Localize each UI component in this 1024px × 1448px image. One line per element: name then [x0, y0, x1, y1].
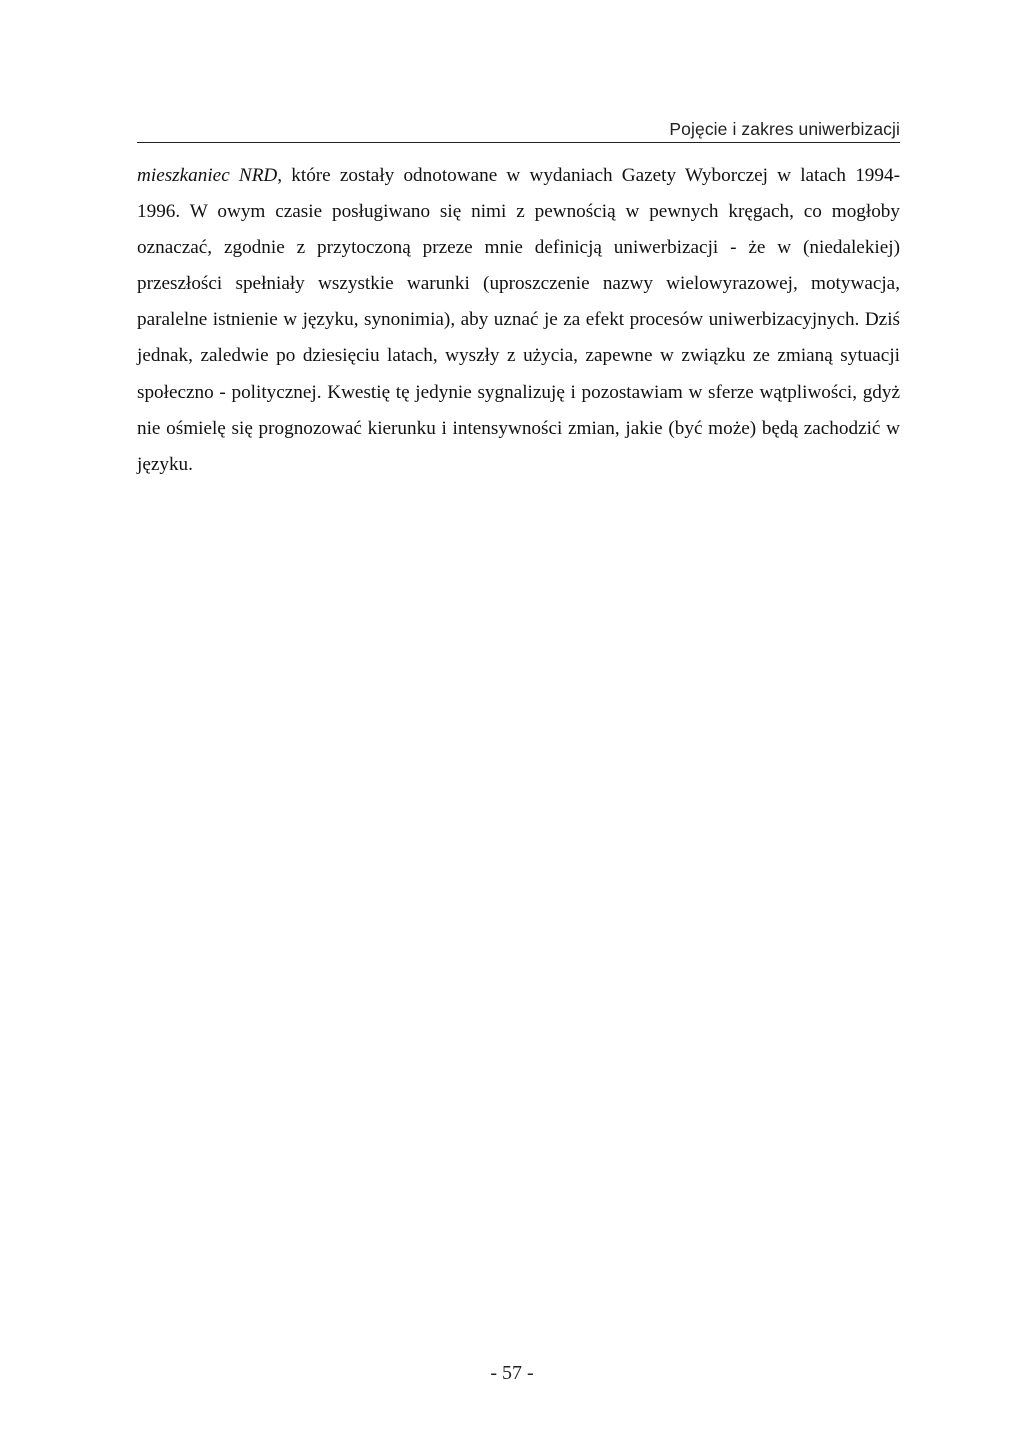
body-paragraph [137, 158, 900, 483]
page-number: - 57 - [490, 1362, 534, 1384]
paragraph-text: które zostały odnotowane w wydaniach Gazety Wyborczej w latach 1994-1996. W owym czasie posługiwano się nimi z pewnością w pewnych kręgach, co mogłoby oznaczać, zgodnie z przytoczoną przeze mnie definicją uniwerbizacji - że w (niedalekiej) przeszłości spełniały wszystkie warunki (uproszczenie nazwy wielowyrazowej, motywacja, paralelne istnienie w języku, synonimia), aby uznać je za efekt procesów uniwerbizacyjnych. Dziś jednak, zaledwie po dziesięciu latach, wyszły z użycia, zapewne w związku ze zmianą sytuacji społeczno - politycznej. Kwestię tę jedynie sygnalizuję i pozostawiam w sferze wątpliwości, gdyż nie ośmielę się prognozować kierunku i intensywności zmian, jakie (być może) będą zachodzić w języku. [137, 165, 900, 475]
running-header-title: Pojęcie i zakres uniwerbizacji [669, 119, 900, 139]
italic-term: mieszkaniec NRD, [137, 165, 283, 186]
running-header [137, 118, 900, 143]
